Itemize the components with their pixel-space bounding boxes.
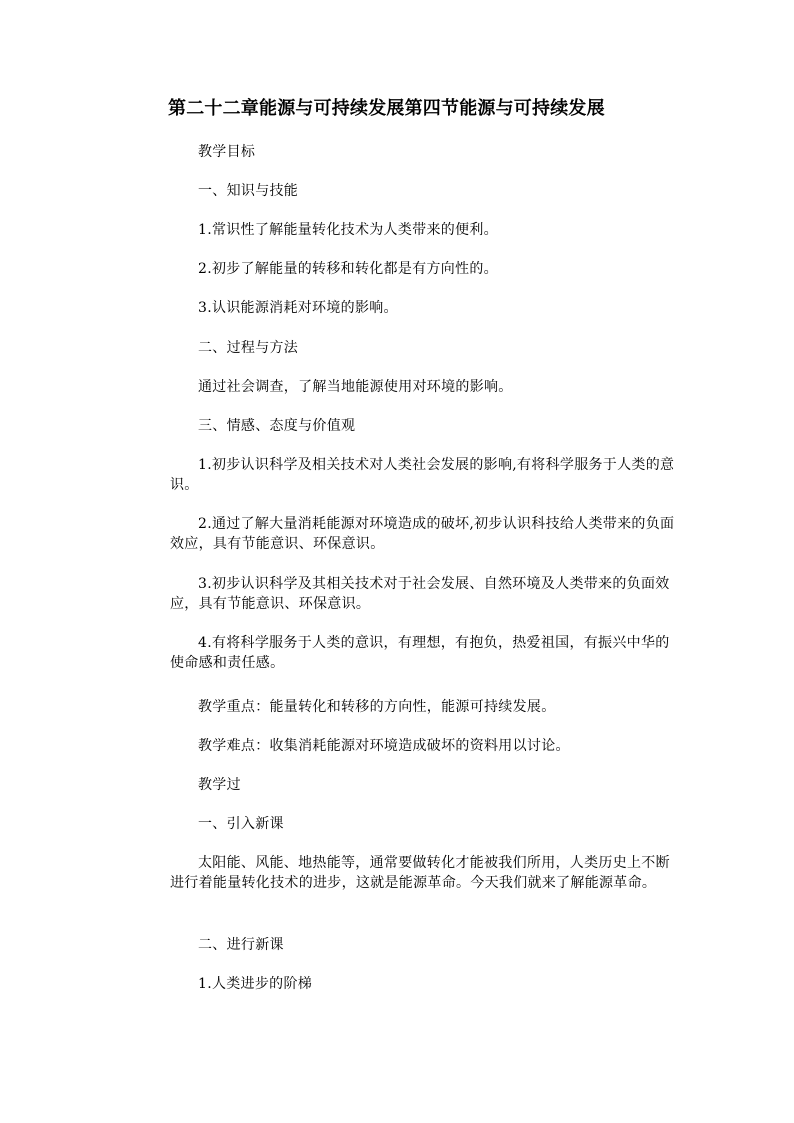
paragraph-emotion-3: 3.初步认识科学及其相关技术对于社会发展、自然环境及人类带来的负面效应，具有节能意识、环保意识。: [170, 576, 670, 612]
heading-process-method: 二、过程与方法: [198, 340, 299, 356]
paragraph-objective-2: 2.初步了解能量的转移和转化都是有方向性的。: [198, 261, 498, 277]
paragraph-emotion-2: 2.通过了解大量消耗能源对环境造成的破坏,初步认识科技给人类带来的负面效应，具有节能意识、环保意识。: [170, 516, 675, 552]
heading-knowledge-skills: 一、知识与技能: [198, 183, 299, 199]
document-title: 第二十二章能源与可持续发展第四节能源与可持续发展: [168, 98, 605, 119]
heading-human-progress: 1.人类进步的阶梯: [198, 976, 313, 992]
paragraph-objective-1: 1.常识性了解能量转化技术为人类带来的便利。: [198, 222, 498, 238]
heading-new-lesson: 二、进行新课: [198, 937, 284, 953]
heading-teaching-objectives: 教学目标: [198, 144, 256, 160]
paragraph-introduction: 太阳能、风能、地热能等，通常要做转化才能被我们所用，人类历史上不断进行着能量转化技术的进步，这就是能源革命。今天我们就来了解能源革命。: [170, 855, 670, 891]
paragraph-teaching-difficulty: 教学难点：收集消耗能源对环境造成破坏的资料用以讨论。: [198, 738, 570, 754]
paragraph-teaching-focus: 教学重点：能量转化和转移的方向性，能源可持续发展。: [198, 699, 556, 715]
heading-teaching-process: 教学过: [198, 777, 241, 793]
paragraph-emotion-1: 1.初步认识科学及相关技术对人类社会发展的影响,有将科学服务于人类的意识。: [170, 457, 675, 493]
paragraph-objective-3: 3.认识能源消耗对环境的影响。: [198, 300, 398, 316]
heading-introduce-lesson: 一、引入新课: [198, 816, 284, 832]
paragraph-process-method: 通过社会调查，了解当地能源使用对环境的影响。: [198, 379, 513, 395]
paragraph-emotion-4: 4.有将科学服务于人类的意识，有理想，有抱负，热爱祖国，有振兴中华的使命感和责任感。: [170, 635, 670, 671]
heading-emotion-attitude-values: 三、情感、态度与价值观: [198, 418, 356, 434]
